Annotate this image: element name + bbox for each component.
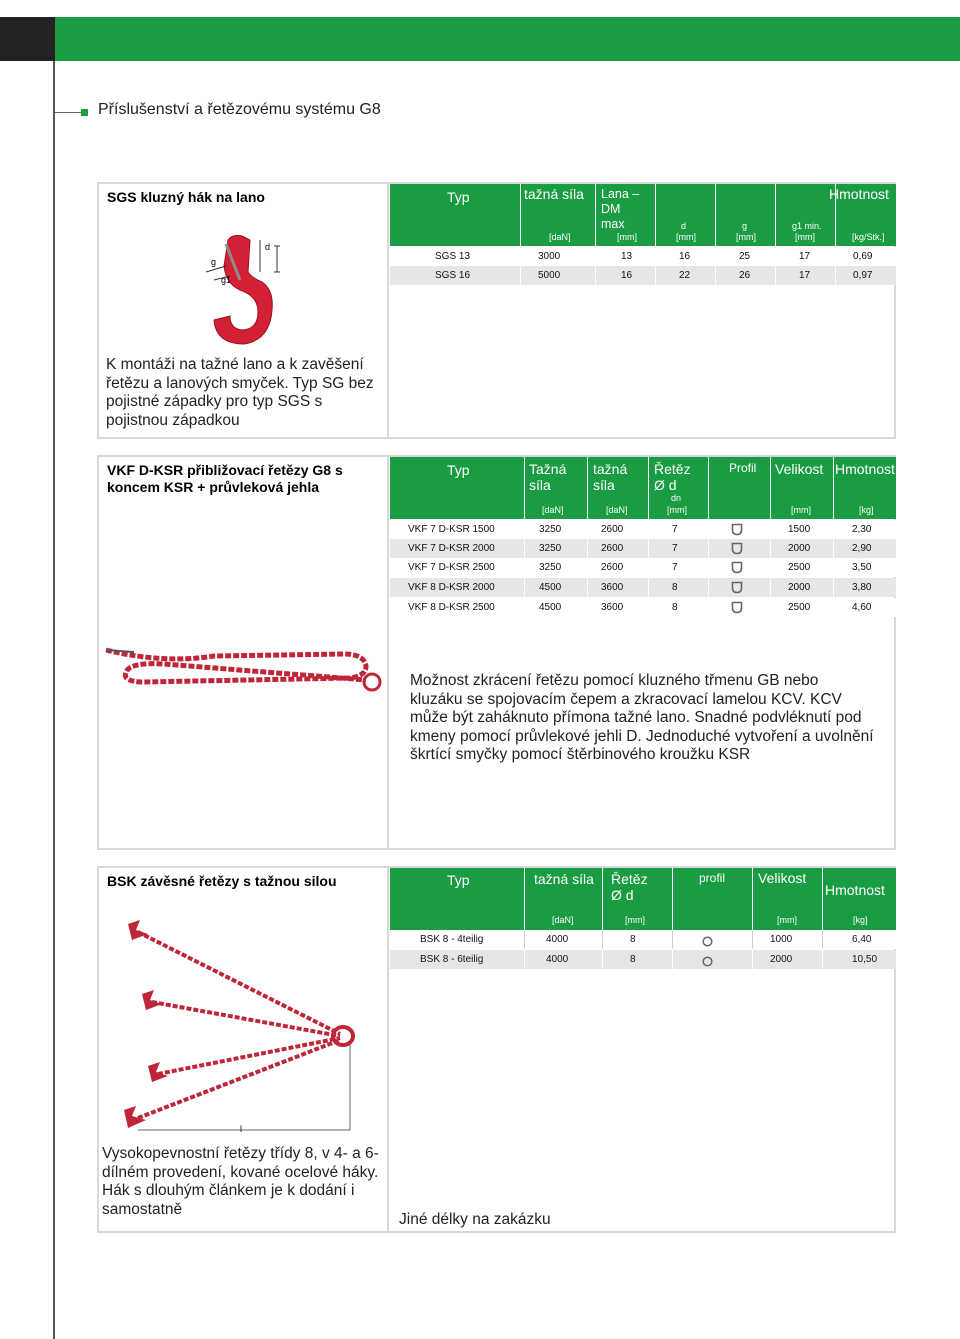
- vkf-hdr-div: [587, 457, 588, 519]
- cell-velikost: 2000: [770, 954, 793, 965]
- cell-retez: 7: [672, 562, 678, 573]
- vkf-col-tazna1: Tažná síla: [529, 461, 567, 493]
- sgs-hdr-div: [595, 184, 596, 246]
- cell-tazna2: 3600: [601, 582, 624, 593]
- sgs-col-d: d: [681, 221, 687, 231]
- vkf-chain-image: [104, 642, 386, 698]
- vkf-col-hmotnost: Hmotnost: [835, 461, 895, 477]
- sgs-col-typ: Typ: [447, 189, 470, 205]
- table-row: [390, 266, 896, 285]
- cell-tazna2: 2600: [601, 524, 624, 535]
- margin-line: [53, 61, 55, 1339]
- bsk-hdr-div: [822, 868, 823, 930]
- table-row: [390, 930, 896, 949]
- profile-ring-icon: [702, 955, 713, 974]
- vkf-col-typ: Typ: [447, 462, 470, 478]
- bsk-hdr-div: [672, 868, 673, 930]
- cell-tazna2: 2600: [601, 562, 624, 573]
- bsk-col-retez: Řetěz Ø d: [611, 871, 648, 903]
- cell-hmotnost: 6,40: [852, 934, 872, 945]
- table-row: [390, 578, 896, 597]
- table-row: [390, 598, 896, 617]
- cell-lana: 13: [621, 251, 633, 262]
- cell-typ: SGS 13: [435, 251, 471, 262]
- cell-hmotnost: 0,69: [853, 251, 873, 262]
- sgs-col-lana: Lana – DM max: [601, 187, 640, 231]
- cell-tazna2: 2600: [601, 543, 624, 554]
- vkf-description: Možnost zkrácení řetězu pomocí kluzného třmenu GB nebo kluzáku se spojovacím čepem a zkracovací lamelou KCV. KCV může být zaháknuto přímona tažné lano. Snadné podvléknutí pod kmeny pomocí průvlekové jehli D. Jednoduché vytvoření a uvolnění škrtící smyčky pomocí štěrbinového kroužku KSR: [410, 672, 874, 763]
- vkf-separator: [387, 455, 389, 850]
- sgs-col-g1-unit: [mm]: [795, 232, 815, 242]
- cell-velikost: 2000: [788, 582, 811, 593]
- cell-hmotnost: 0,97: [853, 270, 873, 281]
- cell-typ: SGS 16: [435, 270, 471, 281]
- cell-tazna1: 3250: [539, 562, 562, 573]
- sgs-hdr-div: [775, 184, 776, 246]
- bsk-col-hmotnost: Hmotnost: [825, 882, 885, 898]
- sgs-col-hmotnost: Hmotnost: [829, 186, 889, 202]
- bsk-col-retez-unit: [mm]: [625, 915, 645, 925]
- sgs-separator: [387, 182, 389, 439]
- table-row: [390, 520, 896, 539]
- bsk-col-tazna-unit: [daN]: [552, 915, 574, 925]
- cell-retez: 8: [672, 602, 678, 613]
- bsk-col-velikost-unit: [mm]: [777, 915, 797, 925]
- cell-velikost: 2000: [788, 543, 811, 554]
- header-bar-dark: [0, 17, 55, 61]
- header-bar-green: [55, 17, 960, 61]
- cell-retez: 7: [672, 524, 678, 535]
- sgs-col-tazna-unit: [daN]: [549, 232, 571, 242]
- cell-typ: VKF 7 D-KSR 2000: [408, 543, 495, 554]
- bsk-col-tazna: tažná síla: [534, 871, 594, 887]
- table-row: [390, 950, 896, 969]
- cell-velikost: 2500: [788, 602, 811, 613]
- sgs-col-tazna: tažná síla: [524, 186, 584, 202]
- sgs-col-d-unit: [mm]: [676, 232, 696, 242]
- cell-tazna1: 4500: [539, 582, 562, 593]
- bsk-note: Jiné délky na zakázku: [399, 1211, 551, 1228]
- cell-velikost: 1500: [788, 524, 811, 535]
- bsk-separator: [387, 866, 389, 1233]
- cell-velikost: 2500: [788, 562, 811, 573]
- cell-hmotnost: 2,90: [852, 543, 872, 554]
- vkf-col-tazna1-unit: [daN]: [542, 505, 564, 515]
- cell-g: 25: [739, 251, 751, 262]
- vkf-col-hmotnost-unit: [kg]: [859, 505, 874, 515]
- sgs-col-g1: g1 min.: [792, 221, 822, 231]
- vkf-hdr-div: [833, 457, 834, 519]
- sgs-hdr-div: [520, 184, 521, 246]
- page-title: Příslušenství a řetězovému systému G8: [98, 101, 381, 118]
- cell-g: 26: [739, 270, 751, 281]
- vkf-hdr-div: [524, 457, 525, 519]
- sgs-description: K montáži na tažné lano a k zavěšení řetězu a lanových smyček. Typ SG bez pojistné západky pro typ SGS s pojistnou západkou: [106, 356, 374, 429]
- cell-retez: 8: [672, 582, 678, 593]
- bsk-hdr-div: [524, 868, 525, 930]
- vkf-col-retez: Řetěz Ø d: [654, 461, 691, 493]
- cell-typ: BSK 8 - 4teilig: [420, 934, 484, 945]
- sgs-col-lana-unit: [mm]: [617, 232, 637, 242]
- cell-d: 22: [679, 270, 691, 281]
- vkf-col-tazna2: tažná síla: [593, 461, 628, 493]
- vkf-col-tazna2-unit: [daN]: [606, 505, 628, 515]
- cell-tazna: 4000: [546, 934, 569, 945]
- vkf-col-retez-sub: dn: [671, 493, 682, 503]
- cell-retez: 8: [630, 934, 636, 945]
- vkf-col-profil: Profil: [729, 461, 757, 475]
- vkf-hdr-div: [708, 457, 709, 519]
- cell-lana: 16: [621, 270, 633, 281]
- bsk-hdr-div: [752, 868, 753, 930]
- vkf-col-retez-unit: [mm]: [667, 505, 687, 515]
- cell-tazna1: 4500: [539, 602, 562, 613]
- sgs-label-g1: g1: [221, 275, 232, 285]
- table-row: [390, 247, 896, 266]
- sgs-hook-image: [200, 232, 290, 352]
- table-row: [390, 558, 896, 577]
- cell-hmotnost: 3,80: [852, 582, 872, 593]
- cell-g1: 17: [799, 251, 811, 262]
- cell-typ: VKF 7 D-KSR 1500: [408, 524, 495, 535]
- bsk-col-hmotnost-unit: [kg]: [853, 915, 868, 925]
- vkf-hdr-div: [770, 457, 771, 519]
- vkf-heading: VKF D-KSR přibližovací řetězy G8 s koncem KSR + průvleková jehla: [107, 462, 343, 495]
- cell-tazna: 5000: [538, 270, 561, 281]
- bsk-description: Vysokopevnostní řetězy třídy 8, v 4- a 6-dílném provedení, kované ocelové háky. Hák s dlouhým článkem je k dodání i samostatně: [102, 1145, 379, 1218]
- bsk-label-l: l: [240, 1124, 242, 1134]
- sgs-label-d: d: [265, 242, 271, 252]
- sgs-hdr-div: [655, 184, 656, 246]
- bsk-col-velikost: Velikost: [758, 870, 807, 886]
- cell-typ: VKF 7 D-KSR 2500: [408, 562, 495, 573]
- cell-hmotnost: 2,30: [852, 524, 872, 535]
- table-row: [390, 539, 896, 558]
- profile-d-shackle-icon: [731, 601, 743, 621]
- title-bullet: [81, 109, 88, 116]
- sgs-label-g: g: [211, 257, 217, 267]
- sgs-col-g: g: [742, 221, 748, 231]
- sgs-heading: SGS kluzný hák na lano: [107, 189, 265, 205]
- bsk-col-typ: Typ: [447, 872, 470, 888]
- cell-tazna: 4000: [546, 954, 569, 965]
- sgs-col-hmotnost-unit: [kg/Stk.]: [852, 232, 885, 242]
- cell-hmotnost: 4,60: [852, 602, 872, 613]
- cell-retez: 7: [672, 543, 678, 554]
- cell-hmotnost: 10,50: [852, 954, 878, 965]
- bsk-hdr-div: [602, 868, 603, 930]
- cell-tazna: 3000: [538, 251, 561, 262]
- sgs-hdr-div: [715, 184, 716, 246]
- bsk-col-profil: profil: [699, 871, 726, 885]
- cell-hmotnost: 3,50: [852, 562, 872, 573]
- cell-typ: VKF 8 D-KSR 2500: [408, 602, 495, 613]
- cell-velikost: 1000: [770, 934, 793, 945]
- vkf-col-velikost-unit: [mm]: [791, 505, 811, 515]
- vkf-col-velikost: Velikost: [775, 461, 824, 477]
- bsk-chain-sling-image: [118, 918, 366, 1140]
- cell-typ: BSK 8 - 6teilig: [420, 954, 484, 965]
- title-rule: [55, 112, 81, 113]
- vkf-hdr-div: [648, 457, 649, 519]
- sgs-col-g-unit: [mm]: [736, 232, 756, 242]
- cell-g1: 17: [799, 270, 811, 281]
- cell-typ: VKF 8 D-KSR 2000: [408, 582, 495, 593]
- cell-tazna1: 3250: [539, 543, 562, 554]
- cell-retez: 8: [630, 954, 636, 965]
- cell-d: 16: [679, 251, 691, 262]
- bsk-heading: BSK závěsné řetězy s tažnou silou: [107, 873, 337, 889]
- cell-tazna2: 3600: [601, 602, 624, 613]
- cell-tazna1: 3250: [539, 524, 562, 535]
